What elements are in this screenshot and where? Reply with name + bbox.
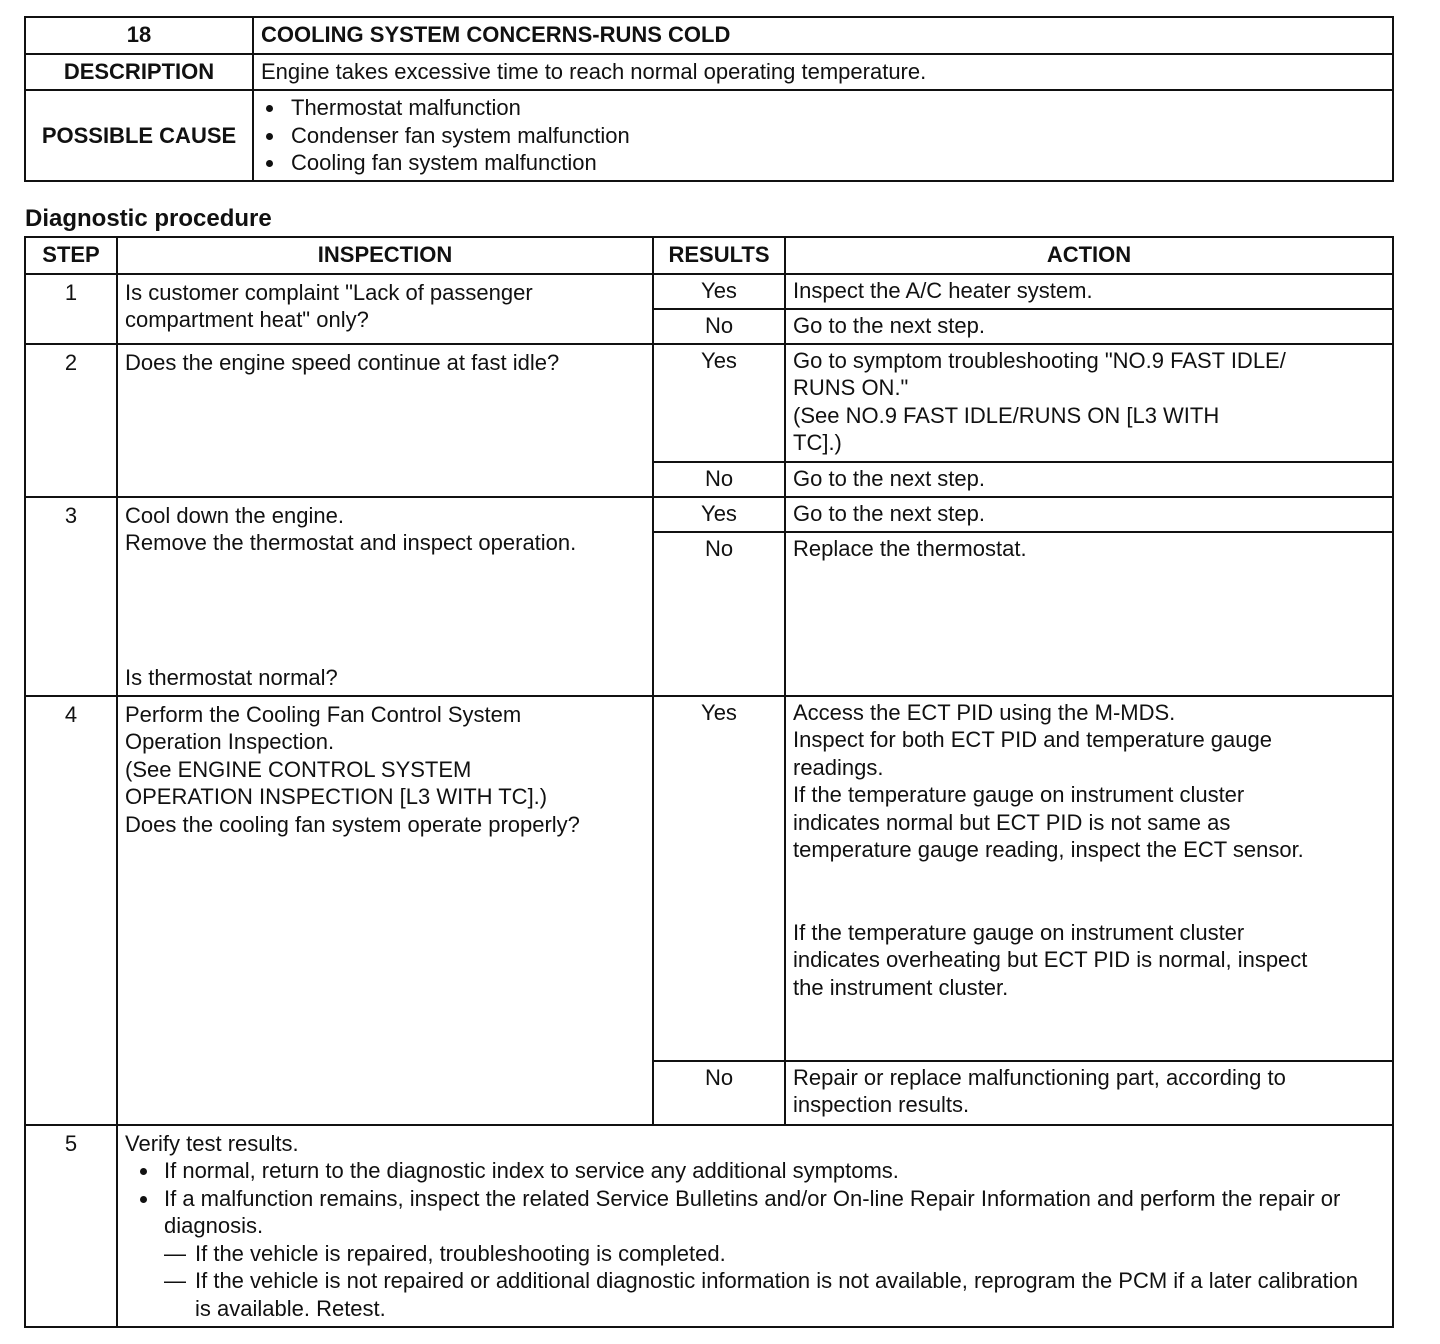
step-number: 3: [25, 497, 117, 696]
action-line: indicates normal but ECT PID is not same as: [793, 809, 1231, 835]
inspection-question: Is thermostat normal?: [125, 665, 338, 690]
possible-cause-list: [254, 94, 1392, 177]
action-line: readings.: [793, 754, 884, 780]
step-3-yes-row: [25, 497, 1393, 532]
possible-cause-item: Cooling fan system malfunction: [254, 149, 1392, 177]
result-yes: Yes: [653, 497, 785, 532]
step-number: 4: [25, 696, 117, 1125]
action-line: Go to the next step.: [793, 312, 986, 338]
step-number: 1: [25, 274, 117, 344]
verify-bullet: If a malfunction remains, inspect the related Service Bulletins and/or On-line Repair Information and perform the repair or diagnosis.: [125, 1185, 1374, 1240]
description-label: DESCRIPTION: [25, 54, 253, 90]
column-header-inspection: INSPECTION: [117, 237, 653, 274]
verify-bullet: If normal, return to the diagnostic index to service any additional symptoms.: [125, 1157, 1374, 1185]
action-line: Repair or replace malfunctioning part, according to: [793, 1064, 1286, 1090]
possible-cause-item: Condenser fan system malfunction: [254, 122, 1392, 150]
possible-cause-label: POSSIBLE CAUSE: [25, 90, 253, 181]
symptom-number: 18: [25, 17, 253, 54]
result-no: No: [653, 309, 785, 344]
action-line: Go to the next step.: [793, 465, 986, 491]
action-line: If the temperature gauge on instrument cluster: [793, 782, 1245, 807]
result-no: No: [653, 1061, 785, 1125]
inspection-line: Cool down the engine.: [125, 502, 344, 528]
action-line: Inspect for both ECT PID and temperature gauge: [793, 727, 1272, 752]
action-line: inspection results.: [793, 1092, 970, 1117]
possible-cause-item: Thermostat malfunction: [254, 94, 1392, 122]
inspection-line: Verify test results.: [125, 1130, 299, 1156]
inspection-line: Does the cooling fan system operate properly?: [125, 811, 580, 837]
action-text: [785, 462, 1393, 497]
action-line: Replace the thermostat.: [793, 535, 1027, 561]
step-1-yes-row: [25, 274, 1393, 309]
result-yes: Yes: [653, 696, 785, 1061]
possible-cause-list-cell: [253, 90, 1393, 181]
verify-dash-list: [125, 1240, 1374, 1323]
result-no: No: [653, 462, 785, 497]
step-2-yes-row: [25, 344, 1393, 462]
action-line: Go to symptom troubleshooting "NO.9 FAST IDLE/: [793, 347, 1286, 373]
step-5-row: [25, 1125, 1393, 1327]
result-yes: Yes: [653, 344, 785, 462]
action-line: temperature gauge reading, inspect the ECT sensor.: [793, 837, 1304, 862]
inspection-line: OPERATION INSPECTION [L3 WITH TC].): [125, 784, 548, 809]
inspection-line: Operation Inspection.: [125, 729, 335, 754]
step-5-inspection: [117, 1125, 1393, 1327]
column-header-action: ACTION: [785, 237, 1393, 274]
verify-dash-item: — If the vehicle is not repaired or additional diagnostic information is not available, reprogram the PCM if a later calibration is available. Retest.: [125, 1267, 1374, 1322]
result-yes: Yes: [653, 274, 785, 309]
action-text: [785, 1061, 1393, 1125]
step-4-yes-row: [25, 696, 1393, 1061]
action-line: indicates overheating but ECT PID is normal, inspect: [793, 947, 1308, 972]
inspection-line: Does the engine speed continue at fast idle?: [125, 349, 560, 375]
action-line: Access the ECT PID using the M-MDS.: [793, 699, 1176, 725]
verify-bullet-list: [125, 1157, 1374, 1240]
symptom-summary-table: [24, 16, 1394, 182]
diagnostic-procedure-table: [24, 236, 1394, 1328]
result-no: No: [653, 532, 785, 696]
action-line: Go to the next step.: [793, 500, 986, 526]
step-3-inspection: [117, 497, 653, 696]
procedure-heading: Diagnostic procedure: [25, 205, 272, 232]
inspection-line: Remove the thermostat and inspect operation.: [125, 530, 577, 555]
column-header-step: STEP: [25, 237, 117, 274]
symptom-title: COOLING SYSTEM CONCERNS-RUNS COLD: [253, 17, 1393, 54]
inspection-line: (See ENGINE CONTROL SYSTEM: [125, 756, 472, 782]
step-4-inspection: [117, 696, 653, 1125]
summary-description-row: [25, 54, 1393, 90]
step-1-inspection: [117, 274, 653, 344]
action-line: (See NO.9 FAST IDLE/RUNS ON [L3 WITH: [793, 402, 1220, 428]
column-header-results: RESULTS: [653, 237, 785, 274]
action-text: [785, 532, 1393, 696]
summary-title-row: [25, 17, 1393, 54]
inspection-line: Is customer complaint "Lack of passenger: [125, 279, 533, 305]
action-text: [785, 497, 1393, 532]
step-number: 2: [25, 344, 117, 497]
description-text: Engine takes excessive time to reach normal operating temperature.: [253, 54, 1393, 90]
action-line: the instrument cluster.: [793, 974, 1009, 1000]
action-line: If the temperature gauge on instrument cluster: [793, 919, 1245, 945]
summary-cause-row: [25, 90, 1393, 181]
step-number: 5: [25, 1125, 117, 1327]
verify-dash-item: — If the vehicle is repaired, troubleshooting is completed.: [125, 1240, 1374, 1268]
action-text: [785, 344, 1393, 462]
action-line: TC].): [793, 430, 842, 455]
inspection-line: compartment heat" only?: [125, 307, 369, 332]
inspection-line: Perform the Cooling Fan Control System: [125, 701, 522, 727]
procedure-header-row: [25, 237, 1393, 274]
action-text: [785, 309, 1393, 344]
action-line: Inspect the A/C heater system.: [793, 277, 1093, 303]
action-line: RUNS ON.": [793, 375, 909, 400]
action-text: [785, 274, 1393, 309]
action-text: [785, 696, 1393, 1061]
step-2-inspection: [117, 344, 653, 497]
